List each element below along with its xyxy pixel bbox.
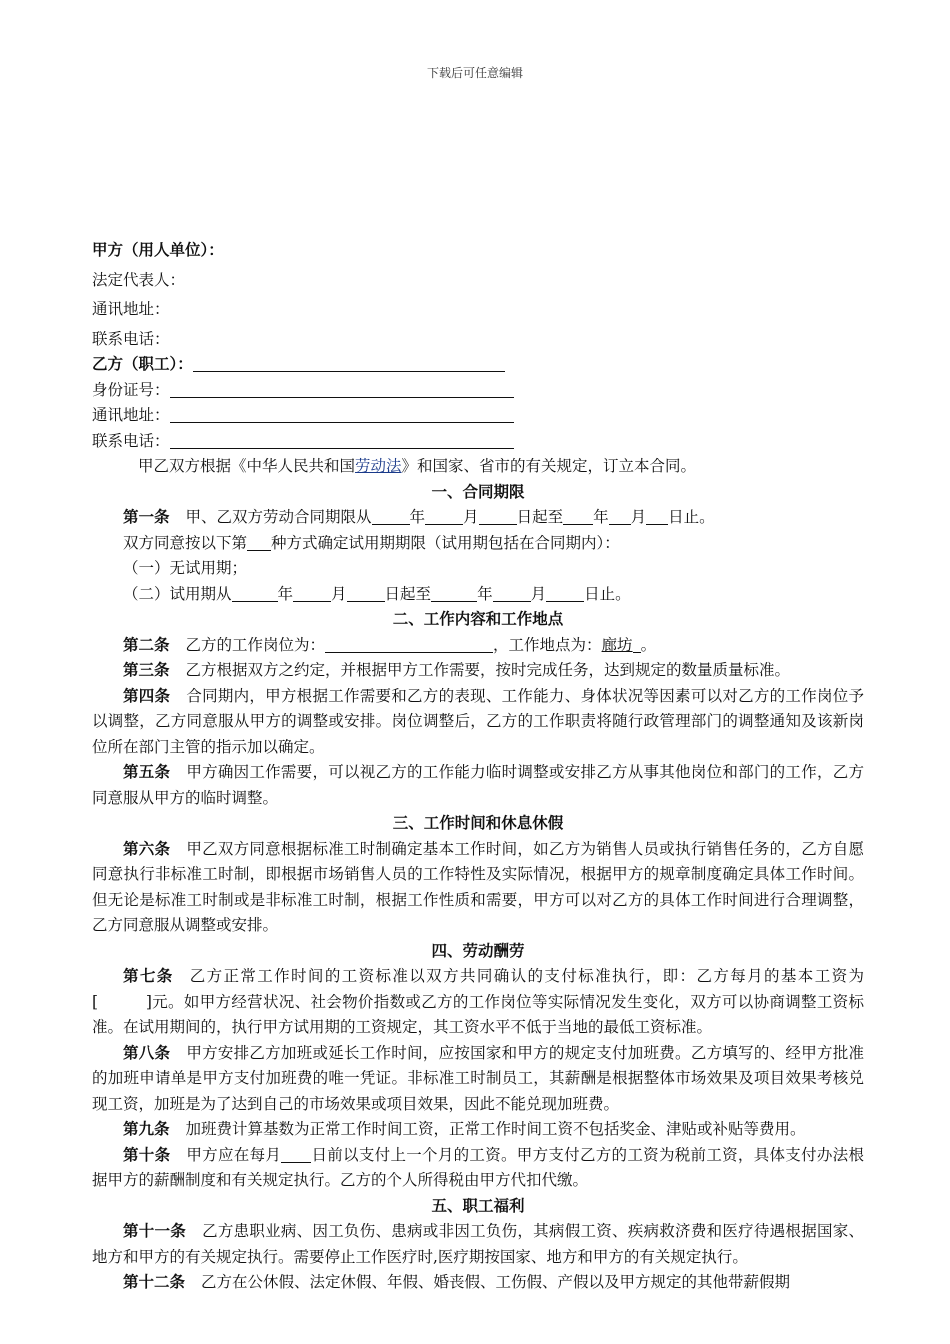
party-b-id-label: 身份证号：: [92, 380, 170, 399]
article-5-text: 甲方确因工作需要，可以视乙方的工作能力临时调整或安排乙方从事其他岗位和部门的工作，乙方同意服从甲方的临时调整。: [92, 763, 864, 807]
article-9-label: 第九条: [123, 1120, 170, 1138]
intro-paragraph: [92, 454, 864, 480]
article-12-text: 乙方在公休假、法定休假、年假、婚丧假、工伤假、产假以及甲方规定的其他带薪假期: [201, 1273, 791, 1291]
party-b-addr-blank[interactable]: [170, 405, 514, 423]
party-b-title-row: [92, 352, 864, 378]
opt2-text-c: 月: [331, 584, 347, 603]
party-b-phone-row: [92, 429, 864, 455]
party-b-id-blank[interactable]: [170, 380, 514, 398]
article-1-text-4: 日起至: [516, 508, 564, 526]
opt2-blank-4[interactable]: [431, 584, 477, 602]
article-5-label: 第五条: [123, 763, 171, 781]
article-7-text: 乙方正常工作时间的工资标准以双方共同确认的支付标准执行，即：乙方每月的基本工资为[ ]元。如甲方经营状况、社会物价指数或乙方的工作岗位等实际情况发生变化，双方可以协商调整工资标准。在试用期间的，执行甲方试用期的工资规定，其工资水平不低于当地的最低工资标准。: [92, 967, 864, 1036]
article-1-text-6: 月: [630, 508, 647, 526]
section-title-3: 三、工作时间和休息休假: [392, 814, 564, 832]
article-9-text: 加班费计算基数为正常工作时间工资，正常工作时间工资不包括奖金、津贴或补贴等费用。: [185, 1120, 806, 1138]
section-title-5: 五、职工福利: [431, 1196, 525, 1215]
party-a-phone: 联系电话：: [92, 329, 170, 348]
opt2-text-e: 年: [477, 584, 493, 603]
opt2-blank-3[interactable]: [347, 584, 385, 602]
article-11: [92, 1219, 864, 1270]
article-7: [92, 964, 864, 1041]
opt2-blank-1[interactable]: [232, 584, 278, 602]
job-position-blank[interactable]: [325, 635, 493, 653]
article-10-text-2: 日前以支付上一个月的工资。甲方支付乙方的工资为税前工资，具体支付办法根据甲方的薪酬制度和有关规定执行。乙方的个人所得税由甲方代扣代缴。: [92, 1145, 864, 1189]
probation-intro-2: 种方式确定试用期期限（试用期包括在合同期内）：: [271, 533, 620, 552]
probation-choice-blank[interactable]: [247, 533, 271, 551]
intro-after: 》和国家、省市的有关规定，订立本合同。: [401, 457, 697, 475]
work-location-value[interactable]: 廊坊: [601, 635, 633, 654]
party-a-addr: 通讯地址：: [92, 300, 170, 318]
party-b-name-blank[interactable]: [193, 354, 505, 372]
article-1-text-2: 年: [409, 508, 426, 526]
party-a-rep: 法定代表人：: [92, 270, 186, 289]
article-1-text-3: 月: [463, 508, 479, 526]
article-12-label: 第十二条: [123, 1273, 186, 1291]
article-6-label: 第六条: [123, 839, 171, 858]
a1-blank-1[interactable]: [372, 507, 410, 525]
article-1-text-5: 年: [593, 508, 609, 526]
probation-intro: [92, 531, 864, 557]
article-11-text: 乙方患职业病、因工负伤、患病或非因工负伤，其病假工资、疾病救济费和医疗待遇根据国家、地方和甲方的有关规定执行。需要停止工作医疗时,医疗期按国家、地方和甲方的有关规定执行。: [92, 1222, 864, 1266]
article-10-label: 第十条: [123, 1145, 171, 1164]
a1-blank-2[interactable]: [425, 507, 463, 525]
opt2-text-b: 年: [277, 584, 294, 603]
article-2-label: 第二条: [123, 635, 170, 654]
section-title-4: 四、劳动酬劳: [431, 941, 525, 960]
article-10: [92, 1143, 864, 1194]
a1-blank-6[interactable]: [646, 507, 668, 525]
article-7-label: 第七条: [123, 967, 174, 985]
article-8-label: 第八条: [123, 1043, 171, 1062]
article-2: [92, 633, 864, 659]
a1-blank-4[interactable]: [563, 507, 593, 525]
opt2-blank-5[interactable]: [493, 584, 531, 602]
party-b-phone-label: 联系电话：: [92, 431, 170, 450]
article-3-label: 第三条: [123, 661, 170, 679]
opt2-text-f: 月: [530, 584, 547, 603]
article-1-text-7: 日止。: [668, 508, 715, 526]
article-11-label: 第十一条: [123, 1222, 187, 1240]
article-8: [92, 1041, 864, 1118]
intro-before: 甲乙双方根据《中华人民共和国: [138, 457, 356, 475]
article-2-text-2: ，工作地点为：: [493, 635, 602, 654]
opt2-blank-6[interactable]: [546, 584, 584, 602]
article-9: [92, 1117, 864, 1143]
article-1-label: 第一条: [123, 508, 170, 526]
article-2-text-1: 乙方的工作岗位为：: [185, 635, 326, 654]
party-b-addr-label: 通讯地址：: [92, 406, 170, 424]
opt2-blank-2[interactable]: [293, 584, 331, 602]
party-b-addr-row: [92, 403, 864, 429]
opt2-text-a: （二）试用期从: [123, 584, 232, 603]
party-b-id-row: [92, 378, 864, 404]
a1-blank-5[interactable]: [609, 507, 631, 525]
opt2-text-g: 日止。: [584, 584, 631, 603]
probation-intro-1: 双方同意按以下第: [123, 533, 248, 552]
probation-option-2: [92, 582, 864, 608]
work-location-blank-tail: [633, 635, 641, 653]
section-title-1: 一、合同期限: [431, 482, 525, 501]
article-10-text-1: 甲方应在每月: [186, 1145, 282, 1164]
party-a-title: 甲方（用人单位）：: [92, 241, 224, 259]
a1-blank-3[interactable]: [479, 507, 517, 525]
article-4: [92, 684, 864, 761]
article-12: [92, 1270, 864, 1296]
party-b-phone-blank[interactable]: [170, 431, 514, 449]
pay-day-blank[interactable]: [281, 1145, 311, 1163]
article-4-label: 第四条: [123, 686, 171, 705]
article-3: [92, 658, 864, 684]
article-1-text-1: 甲、乙双方劳动合同期限从: [185, 508, 372, 526]
probation-option-1: （一）无试用期；: [123, 559, 248, 577]
header-note: 下载后可任意编辑: [426, 66, 523, 80]
article-8-text: 甲方安排乙方加班或延长工作时间，应按国家和甲方的规定支付加班费。乙方填写的、经甲方批准的加班申请单是甲方支付加班费的唯一凭证。非标准工时制员工，其薪酬是根据整体市场效果及项目效果考核兑现工资，加班是为了达到自己的市场效果或项目效果，因此不能兑现加班费。: [92, 1043, 864, 1113]
party-b-title: 乙方（职工）：: [92, 355, 193, 373]
section-title-2: 二、工作内容和工作地点: [392, 610, 564, 628]
article-1: [92, 505, 864, 531]
contract-body: [92, 238, 864, 1296]
article-4-text: 合同期内，甲方根据工作需要和乙方的表现、工作能力、身体状况等因素可以对乙方的工作岗位予以调整，乙方同意服从甲方的调整或安排。岗位调整后，乙方的工作职责将随行政管理部门的调整通知及该新岗位所在部门主管的指示加以确定。: [92, 686, 864, 756]
labor-law-link[interactable]: 劳动法: [355, 457, 402, 475]
article-5: [92, 760, 864, 811]
opt2-text-d: 日起至: [384, 584, 432, 603]
article-2-text-3: 。: [640, 635, 657, 654]
article-6-text: 甲乙双方同意根据标准工时制确定基本工作时间，如乙方为销售人员或执行销售任务的，乙方自愿同意执行非标准工时制，即根据市场销售人员的工作特性及实际情况，根据甲方的规章制度确定具体工作时间。但无论是标准工时制或是非标准工时制，根据工作性质和需要，甲方可以对乙方的具体工作时间进行合理调整，乙方同意服从调整或安排。: [92, 839, 864, 934]
article-3-text: 乙方根据双方之约定，并根据甲方工作需要，按时完成任务，达到规定的数量质量标准。: [185, 661, 791, 679]
article-6: [92, 837, 864, 939]
